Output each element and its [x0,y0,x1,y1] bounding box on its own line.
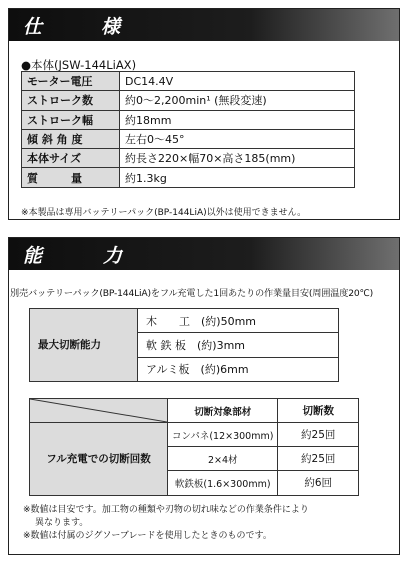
spec-heading-char-1: 仕 [23,16,44,38]
table-row [22,149,355,168]
header-count: 切断数 [278,399,359,423]
spec-value: 約長さ220×幅70×高さ185(mm) [120,149,355,168]
max-cut-label: 最大切断能力 [30,309,138,382]
note-line: 異なります。 [35,518,89,528]
spec-label: 質 量 [22,168,120,187]
table-row [22,110,355,129]
material-cell: コンパネ(12×300mm) [168,423,278,447]
count-cell: 約25回 [278,423,359,447]
spec-section [8,8,400,220]
table-row [22,129,355,148]
spec-label: 本体サイズ [22,149,120,168]
diagonal-corner-cell [30,399,168,423]
cut-count-table [29,398,359,496]
spec-label: 傾 斜 角 度 [22,129,120,148]
count-cell: 約25回 [278,447,359,471]
spec-heading-char-2: 様 [101,16,122,38]
spec-header-bar [9,9,399,41]
max-cut-table [29,308,339,382]
capability-header-bar [9,238,399,270]
note-line: ※数値は目安です。加工物の種類や刃物の切れ味などの作業条件により [23,505,309,515]
diagonal-line [30,399,167,422]
table-row [30,309,339,333]
spec-value: 約18mm [120,110,355,129]
count-cell: 約6回 [278,471,359,495]
spec-value: 約1.3kg [120,168,355,187]
spec-value: DC14.4V [120,72,355,91]
max-cut-value: 軟 鉄 板 (約)3mm [138,333,339,357]
spec-label: ストローク数 [22,91,120,110]
spec-label: ストローク幅 [22,110,120,129]
capability-heading-char-1: 能 [23,245,44,267]
spec-note: ※本製品は専用バッテリーパック(BP-144LiA)以外は使用できません。 [21,208,307,218]
max-cut-value: アルミ板 (約)6mm [138,357,339,381]
header-material: 切断対象部材 [168,399,278,423]
capability-intro: 別売バッテリーパック(BP-144LiA)をフル充電した1回あたりの作業量目安(周囲温度20℃) [10,288,374,299]
spec-label: モーター電圧 [22,72,120,91]
table-header-row [30,399,359,423]
spec-value: 約0〜2,200min¹ (無段変速) [120,91,355,110]
material-cell: 軟鉄板(1.6×300mm) [168,471,278,495]
material-cell: 2×4材 [168,447,278,471]
table-row [30,423,359,447]
note-line: ※数値は付属のジグソーブレードを使用したときのものです。 [23,531,272,541]
spec-value: 左右0〜45° [120,129,355,148]
table-row [22,168,355,187]
cut-count-label: フル充電での切断回数 [30,423,168,496]
spec-table [21,71,355,188]
capability-section [8,237,400,555]
spec-model-label: ●本体(JSW-144LiAX) [21,58,137,72]
table-row [22,72,355,91]
table-row [22,91,355,110]
max-cut-value: 木 工 (約)50mm [138,309,339,333]
capability-heading-char-2: 力 [103,245,124,267]
capability-notes [23,504,309,543]
